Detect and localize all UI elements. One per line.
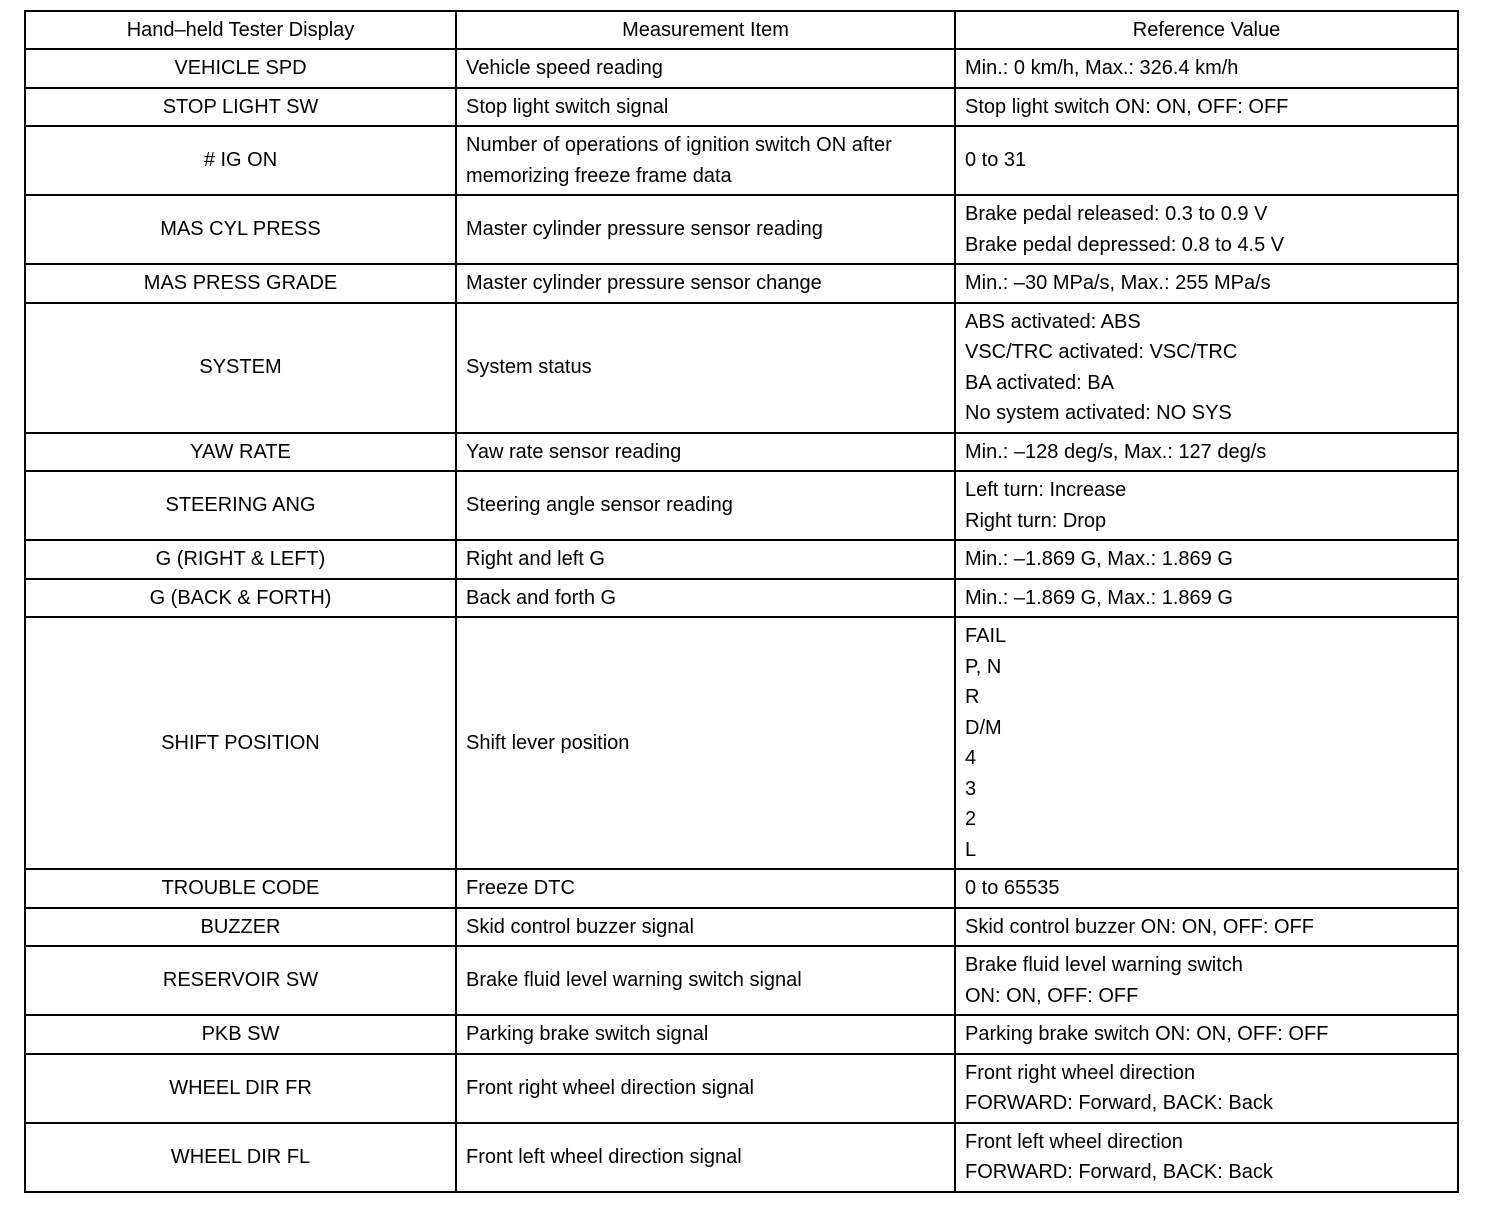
table-row <box>25 49 1458 88</box>
header-reference-value: Reference Value <box>955 11 1458 49</box>
reference-value-line: BA activated: BA <box>965 371 1114 394</box>
reference-value-line: P, N <box>965 655 1002 678</box>
measurement-item-cell <box>456 908 955 947</box>
reference-value-cell <box>955 540 1458 579</box>
measurement-item-line: memorizing freeze frame data <box>466 164 732 187</box>
measurement-item-cell <box>456 303 955 433</box>
tester-display-cell: YAW RATE <box>25 433 456 472</box>
table-row <box>25 264 1458 303</box>
measurement-item-cell <box>456 49 955 88</box>
measurement-item-cell <box>456 126 955 195</box>
table-row <box>25 617 1458 869</box>
reference-value-line: Min.: –30 MPa/s, Max.: 255 MPa/s <box>965 272 1271 294</box>
reference-value-line: 0 to 31 <box>965 149 1027 172</box>
tester-display-cell: SYSTEM <box>25 303 456 433</box>
table-row <box>25 1123 1458 1192</box>
measurement-item-line: Master cylinder pressure sensor reading <box>466 218 823 241</box>
reference-value-line: Min.: 0 km/h, Max.: 326.4 km/h <box>965 57 1239 79</box>
reference-value-line: Front right wheel direction <box>965 1061 1196 1084</box>
tester-display-cell: MAS PRESS GRADE <box>25 264 456 303</box>
table-row <box>25 540 1458 579</box>
header-row <box>25 11 1458 49</box>
table-row <box>25 908 1458 947</box>
reference-value-cell <box>955 49 1458 88</box>
measurement-item-cell <box>456 1015 955 1054</box>
measurement-item-line: Yaw rate sensor reading <box>466 440 682 463</box>
reference-value-cell <box>955 303 1458 433</box>
reference-value-cell <box>955 195 1458 264</box>
reference-value-line: Min.: –1.869 G, Max.: 1.869 G <box>965 586 1233 609</box>
table-header <box>25 11 1458 49</box>
reference-value-line: Brake fluid level warning switch <box>965 954 1243 976</box>
reference-value-line: FORWARD: Forward, BACK: Back <box>965 1092 1273 1114</box>
reference-value-line: No system activated: NO SYS <box>965 402 1232 424</box>
measurement-item-cell <box>456 617 955 869</box>
table-row <box>25 579 1458 618</box>
measurement-item-cell <box>456 1054 955 1123</box>
reference-value-cell <box>955 579 1458 618</box>
table-row <box>25 946 1458 1015</box>
measurement-item-cell <box>456 264 955 303</box>
tester-display-cell: SHIFT POSITION <box>25 617 456 869</box>
tester-display-cell: BUZZER <box>25 908 456 947</box>
measurement-item-line: Brake fluid level warning switch signal <box>466 969 802 992</box>
reference-value-line: 4 <box>965 747 977 769</box>
reference-value-cell <box>955 1015 1458 1054</box>
measurement-item-cell <box>456 540 955 579</box>
reference-value-line: ON: ON, OFF: OFF <box>965 984 1139 1007</box>
data-list-table <box>24 10 1459 1193</box>
reference-value-cell <box>955 264 1458 303</box>
reference-value-line: Right turn: Drop <box>965 509 1107 532</box>
table-row <box>25 126 1458 195</box>
reference-value-line: 3 <box>965 777 977 800</box>
reference-value-cell <box>955 1054 1458 1123</box>
table-row <box>25 1015 1458 1054</box>
header-tester-display: Hand–held Tester Display <box>25 11 456 49</box>
measurement-item-line: Front left wheel direction signal <box>466 1145 742 1168</box>
tester-display-cell: TROUBLE CODE <box>25 869 456 908</box>
tester-display-cell: PKB SW <box>25 1015 456 1054</box>
reference-value-line: FORWARD: Forward, BACK: Back <box>965 1161 1273 1183</box>
measurement-item-cell <box>456 471 955 540</box>
table-row <box>25 471 1458 540</box>
tester-display-cell: MAS CYL PRESS <box>25 195 456 264</box>
reference-value-cell <box>955 433 1458 472</box>
reference-value-line: Front left wheel direction <box>965 1130 1183 1153</box>
reference-value-cell <box>955 471 1458 540</box>
reference-value-line: Skid control buzzer ON: ON, OFF: OFF <box>965 915 1314 938</box>
reference-value-line: Left turn: Increase <box>965 479 1127 501</box>
reference-value-line: ABS activated: ABS <box>965 310 1141 333</box>
reference-value-line: R <box>965 686 980 708</box>
measurement-item-cell <box>456 869 955 908</box>
reference-value-line: Min.: –1.869 G, Max.: 1.869 G <box>965 548 1233 570</box>
tester-display-cell: # IG ON <box>25 126 456 195</box>
reference-value-line: 0 to 65535 <box>965 877 1060 899</box>
reference-value-line: Stop light switch ON: ON, OFF: OFF <box>965 95 1289 118</box>
measurement-item-cell <box>456 195 955 264</box>
reference-value-line: 2 <box>965 808 977 830</box>
tester-display-cell: WHEEL DIR FL <box>25 1123 456 1192</box>
measurement-item-line: Shift lever position <box>466 731 630 754</box>
reference-value-line: Brake pedal released: 0.3 to 0.9 V <box>965 203 1268 225</box>
reference-value-line: Parking brake switch ON: ON, OFF: OFF <box>965 1023 1329 1045</box>
tester-display-cell: G (RIGHT & LEFT) <box>25 540 456 579</box>
measurement-item-cell <box>456 1123 955 1192</box>
measurement-item-line: Master cylinder pressure sensor change <box>466 272 822 294</box>
reference-value-cell <box>955 617 1458 869</box>
tester-display-cell: STEERING ANG <box>25 471 456 540</box>
header-measurement-item: Measurement Item <box>456 11 955 49</box>
reference-value-cell <box>955 126 1458 195</box>
reference-value-cell <box>955 908 1458 947</box>
tester-display-cell: VEHICLE SPD <box>25 49 456 88</box>
table-row <box>25 88 1458 127</box>
measurement-item-line: Back and forth G <box>466 586 617 609</box>
measurement-item-line: Parking brake switch signal <box>466 1023 709 1045</box>
reference-value-line: Min.: –128 deg/s, Max.: 127 deg/s <box>965 440 1267 463</box>
reference-value-line: FAIL <box>965 625 1007 647</box>
reference-value-cell <box>955 1123 1458 1192</box>
tester-display-cell: RESERVOIR SW <box>25 946 456 1015</box>
reference-value-cell <box>955 946 1458 1015</box>
table-row <box>25 869 1458 908</box>
measurement-item-cell <box>456 433 955 472</box>
reference-value-line: Brake pedal depressed: 0.8 to 4.5 V <box>965 233 1285 256</box>
reference-value-line: VSC/TRC activated: VSC/TRC <box>965 341 1238 363</box>
table-row <box>25 1054 1458 1123</box>
measurement-item-cell <box>456 946 955 1015</box>
table-body <box>25 49 1458 1192</box>
reference-value-line: L <box>965 838 977 861</box>
table-row <box>25 195 1458 264</box>
measurement-item-line: System status <box>466 356 592 379</box>
measurement-item-line: Stop light switch signal <box>466 95 669 118</box>
tester-display-cell: WHEEL DIR FR <box>25 1054 456 1123</box>
measurement-item-line: Front right wheel direction signal <box>466 1076 754 1099</box>
table-row <box>25 303 1458 433</box>
measurement-item-cell <box>456 88 955 127</box>
reference-value-cell <box>955 869 1458 908</box>
measurement-item-line: Skid control buzzer signal <box>466 915 694 938</box>
table-row <box>25 433 1458 472</box>
reference-value-cell <box>955 88 1458 127</box>
tester-display-cell: G (BACK & FORTH) <box>25 579 456 618</box>
measurement-item-line: Steering angle sensor reading <box>466 494 733 517</box>
measurement-item-line: Right and left G <box>466 548 605 570</box>
measurement-item-line: Number of operations of ignition switch ON after <box>466 134 892 156</box>
tester-display-cell: STOP LIGHT SW <box>25 88 456 127</box>
measurement-item-line: Vehicle speed reading <box>466 57 663 79</box>
measurement-item-line: Freeze DTC <box>466 877 575 899</box>
measurement-item-cell <box>456 579 955 618</box>
reference-value-line: D/M <box>965 716 1002 739</box>
